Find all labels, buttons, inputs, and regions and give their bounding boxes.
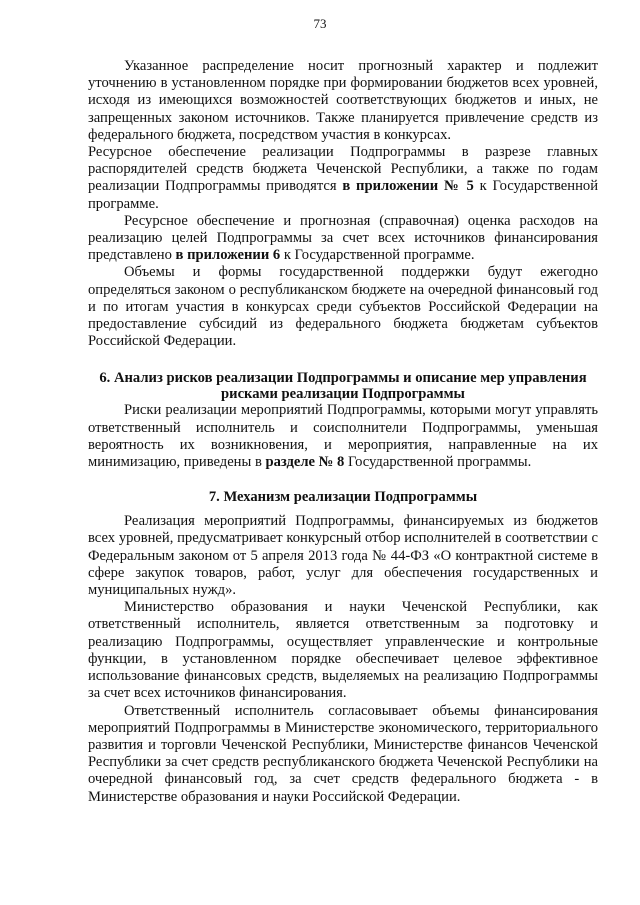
risk-section (88, 370, 598, 471)
paragraph-distribution: Указанное распределение носит прогнозный характер и подлежит уточнению в установленном порядке при формировании бюджетов всех уровней, исходя из имеющихся возможностей соответствующих бюджетов и иных, не запрещенных законом источников. Также планируется привлечение средств из федерального бюджета, посредством участия в конкурсах. (88, 58, 598, 143)
paragraph-ministry-responsibility: Министерство образования и науки Чеченской Республики, как ответственный исполнитель, является ответственным за подготовку и реализацию Подпрограммы, осуществляет управленческие и контрольные функции, в установленном порядке обеспечивает целевое эффективное использование финансовых средств, выделяемых на реализацию Подпрограммы за счет всех источников финансирования. (88, 599, 598, 702)
paragraph-risks: Риски реализации мероприятий Подпрограммы, которыми могут управлять ответственный исполнитель и соисполнители Подпрограммы, уменьшая вероятность их возникновения, и мероприятия, направленные на их минимизацию, приведены в разделе № 8 Государственной программы. (88, 402, 598, 471)
page-content (88, 58, 598, 806)
mechanism-section (88, 489, 598, 805)
page-number: 73 (313, 16, 327, 31)
section-heading-mechanism: 7. Механизм реализации Подпрограммы (208, 489, 478, 506)
paragraph-resource-appendix-6: Ресурсное обеспечение и прогнозная (справочная) оценка расходов на реализацию целей Подпрограммы за счет всех источников финансирования представлено в приложении 6 к Государственной программе. (88, 212, 598, 264)
paragraph-resource-appendix-5: Ресурсное обеспечение реализации Подпрограммы в разрезе главных распорядителей средств бюджета Чеченской Республики, а также по годам реализации Подпрограммы приводятся в приложении № 5 к Государственной программе. (88, 144, 599, 212)
paragraph-financing-agreement: Ответственный исполнитель согласовывает объемы финансирования мероприятий Подпрограммы в Министерстве экономического, территориального развития и торговли Чеченской Республики, Министерстве финансов Чеченской Республики за счет средств республиканского бюджета Чеченской Республики на очередной финансовый год, за счет средств федерального бюджета - в Министерстве образования и науки Российской Федерации. (88, 702, 598, 805)
paragraph-competitive-selection: Реализация мероприятий Подпрограммы, финансируемых из бюджетов всех уровней, предусматривает конкурсный отбор исполнителей в соответствии с Федеральным законом от 5 апреля 2013 года № 44-ФЗ «О контрактной системе в сфере закупок товаров, работ, услуг для обеспечения государственных и муниципальных нужд». (88, 513, 598, 599)
section-heading-risks: 6. Анализ рисков реализации Подпрограммы и описание мер управления рисками реализации Подпрограммы (99, 370, 587, 403)
paragraph-state-support: Объемы и формы государственной поддержки будут ежегодно определяться законом о республиканском бюджете на очередной финансовый год и по итогам участия в конкурсах среди субъектов Российской Федерации на предоставление субсидий из федерального бюджета бюджетам субъектов Российской Федерации. (88, 264, 598, 350)
funding-section (88, 58, 598, 350)
